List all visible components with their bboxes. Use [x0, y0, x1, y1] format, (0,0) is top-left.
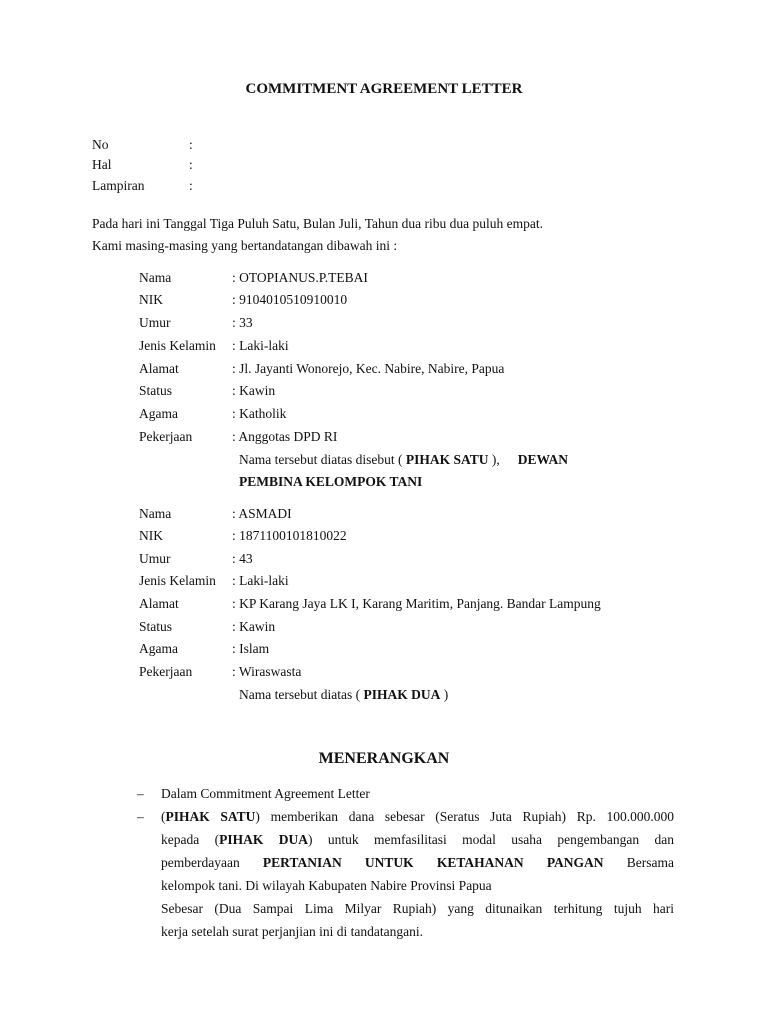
- field-label: Nama: [139, 270, 172, 285]
- list-item-text: Dalam Commitment Agreement Letter: [161, 786, 370, 801]
- field-label: Nama: [139, 506, 172, 521]
- party2-designation: [239, 687, 448, 703]
- party-role: PEMBINA KELOMPOK TANI: [239, 474, 423, 489]
- section-title: MENERANGKAN: [318, 750, 450, 767]
- field-value: : OTOPIANUS.P.TEBAI: [232, 270, 368, 285]
- party-name: PIHAK DUA: [363, 687, 441, 702]
- field-value: : 33: [232, 315, 253, 330]
- field-value: : Kawin: [232, 619, 276, 634]
- text-span: (: [161, 809, 166, 824]
- field-value: : ASMADI: [232, 506, 292, 521]
- field-value: : Jl. Jayanti Wonorejo, Kec. Nabire, Nabire, Papua: [232, 361, 505, 376]
- party-name: PIHAK SATU: [405, 452, 489, 467]
- field-label: Agama: [139, 406, 178, 421]
- field-value: : 43: [232, 551, 253, 566]
- field-label: Jenis Kelamin: [139, 338, 216, 353]
- field-label: Umur: [139, 315, 171, 330]
- dash-bullet-icon: –: [137, 809, 144, 824]
- meta-value: :: [189, 178, 193, 193]
- field-label: Umur: [139, 551, 171, 566]
- party-name: PIHAK SATU: [165, 809, 256, 824]
- text-span: kepada (: [161, 832, 220, 847]
- field-value: : Katholik: [232, 406, 287, 421]
- paragraph-line: [161, 855, 674, 871]
- paragraph-line: [161, 809, 674, 825]
- meta-label: Lampiran: [92, 178, 145, 193]
- designation-text: Nama tersebut diatas disebut (: [239, 452, 406, 467]
- designation-text: Nama tersebut diatas (: [239, 687, 364, 702]
- designation-text: ): [440, 687, 449, 702]
- meta-value: :: [189, 137, 193, 152]
- text-span: pemberdayaan: [161, 855, 263, 870]
- meta-value: :: [189, 157, 193, 172]
- meta-label: No: [92, 137, 109, 152]
- paragraph-line: Sebesar (Dua Sampai Lima Milyar Rupiah) yang ditunaikan terhitung tujuh hari: [161, 901, 674, 916]
- field-value: : Wiraswasta: [232, 664, 302, 679]
- field-value: : 9104010510910010: [232, 292, 348, 307]
- field-label: Pekerjaan: [139, 664, 193, 679]
- text-span: ) memberikan dana sebesar (Seratus Juta Rupiah) Rp. 100.000.000: [255, 809, 674, 824]
- field-value: : Islam: [232, 641, 270, 656]
- program-name: PERTANIAN UNTUK KETAHANAN PANGAN: [262, 855, 604, 870]
- field-value: : Kawin: [232, 383, 276, 398]
- field-value: : Laki-laki: [232, 338, 289, 353]
- field-label: NIK: [139, 292, 163, 307]
- intro-line-date: Pada hari ini Tanggal Tiga Puluh Satu, Bulan Juli, Tahun dua ribu dua puluh empat.: [92, 216, 543, 231]
- party1-designation: [239, 452, 568, 468]
- party-name: PIHAK DUA: [219, 832, 308, 847]
- field-label: Pekerjaan: [139, 429, 193, 444]
- meta-label: Hal: [92, 157, 112, 172]
- field-label: Status: [139, 619, 173, 634]
- field-label: Jenis Kelamin: [139, 573, 216, 588]
- paragraph-line: kelompok tani. Di wilayah Kabupaten Nabire Provinsi Papua: [161, 878, 492, 893]
- field-value: : 1871100101810022: [232, 528, 347, 543]
- field-value: : Laki-laki: [232, 573, 289, 588]
- field-label: Agama: [139, 641, 178, 656]
- intro-line-signers: Kami masing-masing yang bertandatangan dibawah ini :: [92, 238, 398, 253]
- field-value: : KP Karang Jaya LK I, Karang Maritim, Panjang. Bandar Lampung: [232, 596, 601, 611]
- document-title: COMMITMENT AGREEMENT LETTER: [245, 81, 523, 97]
- designation-text: ),: [488, 452, 500, 467]
- party-role: DEWAN: [517, 452, 568, 467]
- paragraph-line: [161, 832, 674, 848]
- dash-bullet-icon: –: [137, 786, 144, 801]
- field-label: Alamat: [139, 596, 179, 611]
- party1-role-line: [239, 474, 422, 490]
- paragraph-line: kerja setelah surat perjanjian ini di tandatangani.: [161, 924, 424, 939]
- text-span: ) untuk memfasilitasi modal usaha pengembangan dan: [308, 832, 674, 847]
- text-span: Bersama: [603, 855, 674, 870]
- field-label: Status: [139, 383, 173, 398]
- field-label: Alamat: [139, 361, 179, 376]
- field-label: NIK: [139, 528, 163, 543]
- field-value: : Anggotas DPD RI: [232, 429, 338, 444]
